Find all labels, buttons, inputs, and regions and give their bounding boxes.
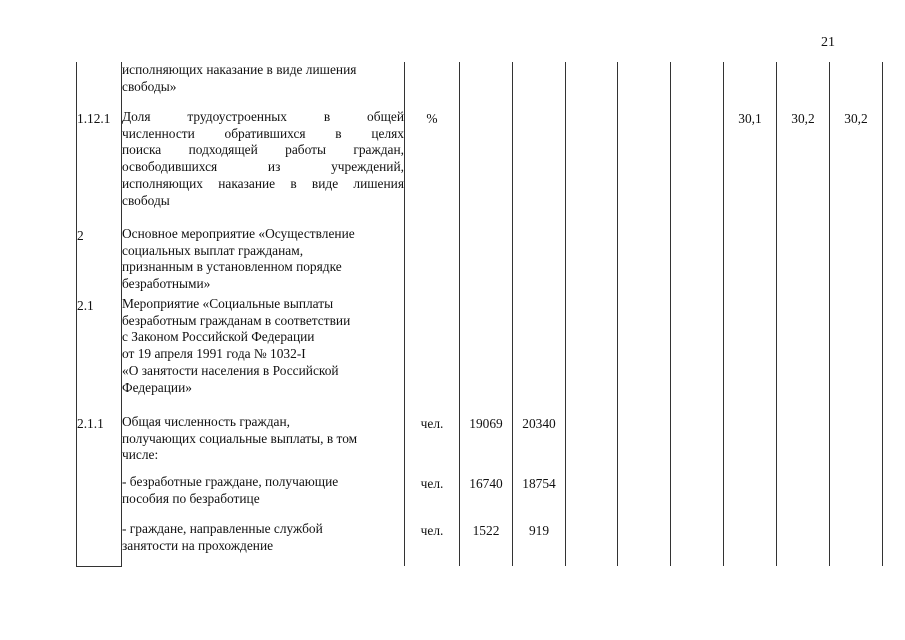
value-cell: [460, 62, 513, 109]
indicator-name-line: Доля трудоустроенных в общей: [122, 109, 404, 124]
table-row: [77, 226, 883, 296]
value-cell: [566, 62, 618, 109]
indicator-name-line: - безработные граждане, получающие: [122, 474, 339, 489]
value-cell: [671, 62, 724, 109]
indicator-name: [122, 474, 405, 521]
indicator-name-line: Мероприятие «Социальные выплаты: [122, 296, 334, 311]
value-cell: 1522: [460, 521, 513, 566]
indicator-name: [122, 414, 405, 474]
value-cell: [618, 414, 671, 474]
indicator-name-line: Основное мероприятие «Осуществление: [122, 226, 355, 241]
indicators-table: [76, 62, 883, 567]
value-cell: [671, 296, 724, 414]
row-number: 2.1: [77, 296, 122, 414]
indicator-name-line: числе:: [122, 447, 159, 463]
value-cell: 18754: [513, 474, 566, 521]
value-cell: [618, 474, 671, 521]
table-row: [77, 414, 883, 474]
value-cell: [460, 296, 513, 414]
value-cell: [777, 226, 830, 296]
value-cell: [724, 521, 777, 566]
table-row: [77, 109, 883, 226]
indicator-name: [122, 521, 405, 566]
table-row: [77, 62, 883, 109]
value-cell: [724, 226, 777, 296]
unit-cell: %: [405, 109, 460, 226]
indicator-name-line: поиска подходящей работы граждан,: [122, 142, 404, 158]
value-cell: 16740: [460, 474, 513, 521]
value-cell: 919: [513, 521, 566, 566]
indicator-name-line: признанным в установленном порядке: [122, 259, 342, 275]
indicator-name: [122, 62, 405, 109]
value-cell: [513, 296, 566, 414]
row-number: [77, 521, 122, 566]
value-cell: [618, 226, 671, 296]
value-cell: [830, 414, 883, 474]
indicator-name-line: социальных выплат гражданам,: [122, 242, 304, 258]
unit-cell: чел.: [405, 474, 460, 521]
value-cell: [618, 521, 671, 566]
row-number: 2: [77, 226, 122, 296]
value-cell: [566, 296, 618, 414]
value-cell: [671, 474, 724, 521]
row-number: [77, 474, 122, 521]
unit-cell: [405, 226, 460, 296]
value-cell: [618, 62, 671, 109]
value-cell: [513, 109, 566, 226]
indicator-name-line: исполняющих наказание в виде лишения: [122, 175, 404, 191]
value-cell: 30,2: [830, 109, 883, 226]
value-cell: [566, 109, 618, 226]
unit-cell: [405, 296, 460, 414]
indicator-name-line: численности обратившихся в целях: [122, 125, 404, 141]
value-cell: 30,2: [777, 109, 830, 226]
unit-cell: чел.: [405, 521, 460, 566]
table-row: [77, 521, 883, 566]
value-cell: [830, 62, 883, 109]
indicator-name-line: Общая численность граждан,: [122, 414, 290, 429]
value-cell: 30,1: [724, 109, 777, 226]
unit-cell: чел.: [405, 414, 460, 474]
indicator-name-line: Федерации»: [122, 379, 192, 395]
value-cell: [566, 414, 618, 474]
value-cell: [830, 474, 883, 521]
indicator-name: [122, 296, 405, 414]
table-row: [77, 474, 883, 521]
value-cell: [618, 296, 671, 414]
indicator-name-line: - граждане, направленные службой: [122, 521, 323, 536]
value-cell: 20340: [513, 414, 566, 474]
value-cell: [830, 296, 883, 414]
value-cell: [566, 226, 618, 296]
indicator-name-line: безработными»: [122, 276, 211, 292]
indicator-name-line: свободы: [122, 192, 170, 208]
value-cell: [830, 226, 883, 296]
value-cell: [566, 474, 618, 521]
indicator-name-line: получающих социальные выплаты, в том: [122, 430, 358, 446]
indicator-name-line: безработным гражданам в соответствии: [122, 312, 351, 328]
value-cell: [777, 414, 830, 474]
indicator-name-line: пособия по безработице: [122, 490, 260, 506]
value-cell: [671, 521, 724, 566]
indicator-name-line: занятости на прохождение: [122, 537, 274, 553]
value-cell: [618, 109, 671, 226]
value-cell: [777, 296, 830, 414]
table-row: [77, 296, 883, 414]
value-cell: [513, 62, 566, 109]
value-cell: 19069: [460, 414, 513, 474]
value-cell: [671, 414, 724, 474]
value-cell: [724, 474, 777, 521]
row-number: 2.1.1: [77, 414, 122, 474]
value-cell: [671, 226, 724, 296]
page-number: 21: [821, 35, 835, 50]
indicator-name-line: «О занятости населения в Российской: [122, 362, 339, 378]
value-cell: [724, 414, 777, 474]
value-cell: [724, 62, 777, 109]
value-cell: [777, 521, 830, 566]
indicator-name-line: исполняющих наказание в виде лишения: [122, 62, 357, 77]
value-cell: [777, 62, 830, 109]
row-number: 1.12.1: [77, 109, 122, 226]
value-cell: [830, 521, 883, 566]
value-cell: [724, 296, 777, 414]
value-cell: [513, 226, 566, 296]
value-cell: [671, 109, 724, 226]
indicator-name-line: свободы»: [122, 78, 177, 94]
indicator-name: [122, 109, 405, 226]
indicator-name-line: от 19 апреля 1991 года № 1032-I: [122, 346, 306, 362]
indicator-name: [122, 226, 405, 296]
value-cell: [460, 226, 513, 296]
unit-cell: [405, 62, 460, 109]
indicator-name-line: освободившихся из учреждений,: [122, 159, 404, 175]
indicator-name-line: с Законом Российской Федерации: [122, 329, 315, 345]
value-cell: [777, 474, 830, 521]
row-number: [77, 62, 122, 109]
value-cell: [460, 109, 513, 226]
value-cell: [566, 521, 618, 566]
